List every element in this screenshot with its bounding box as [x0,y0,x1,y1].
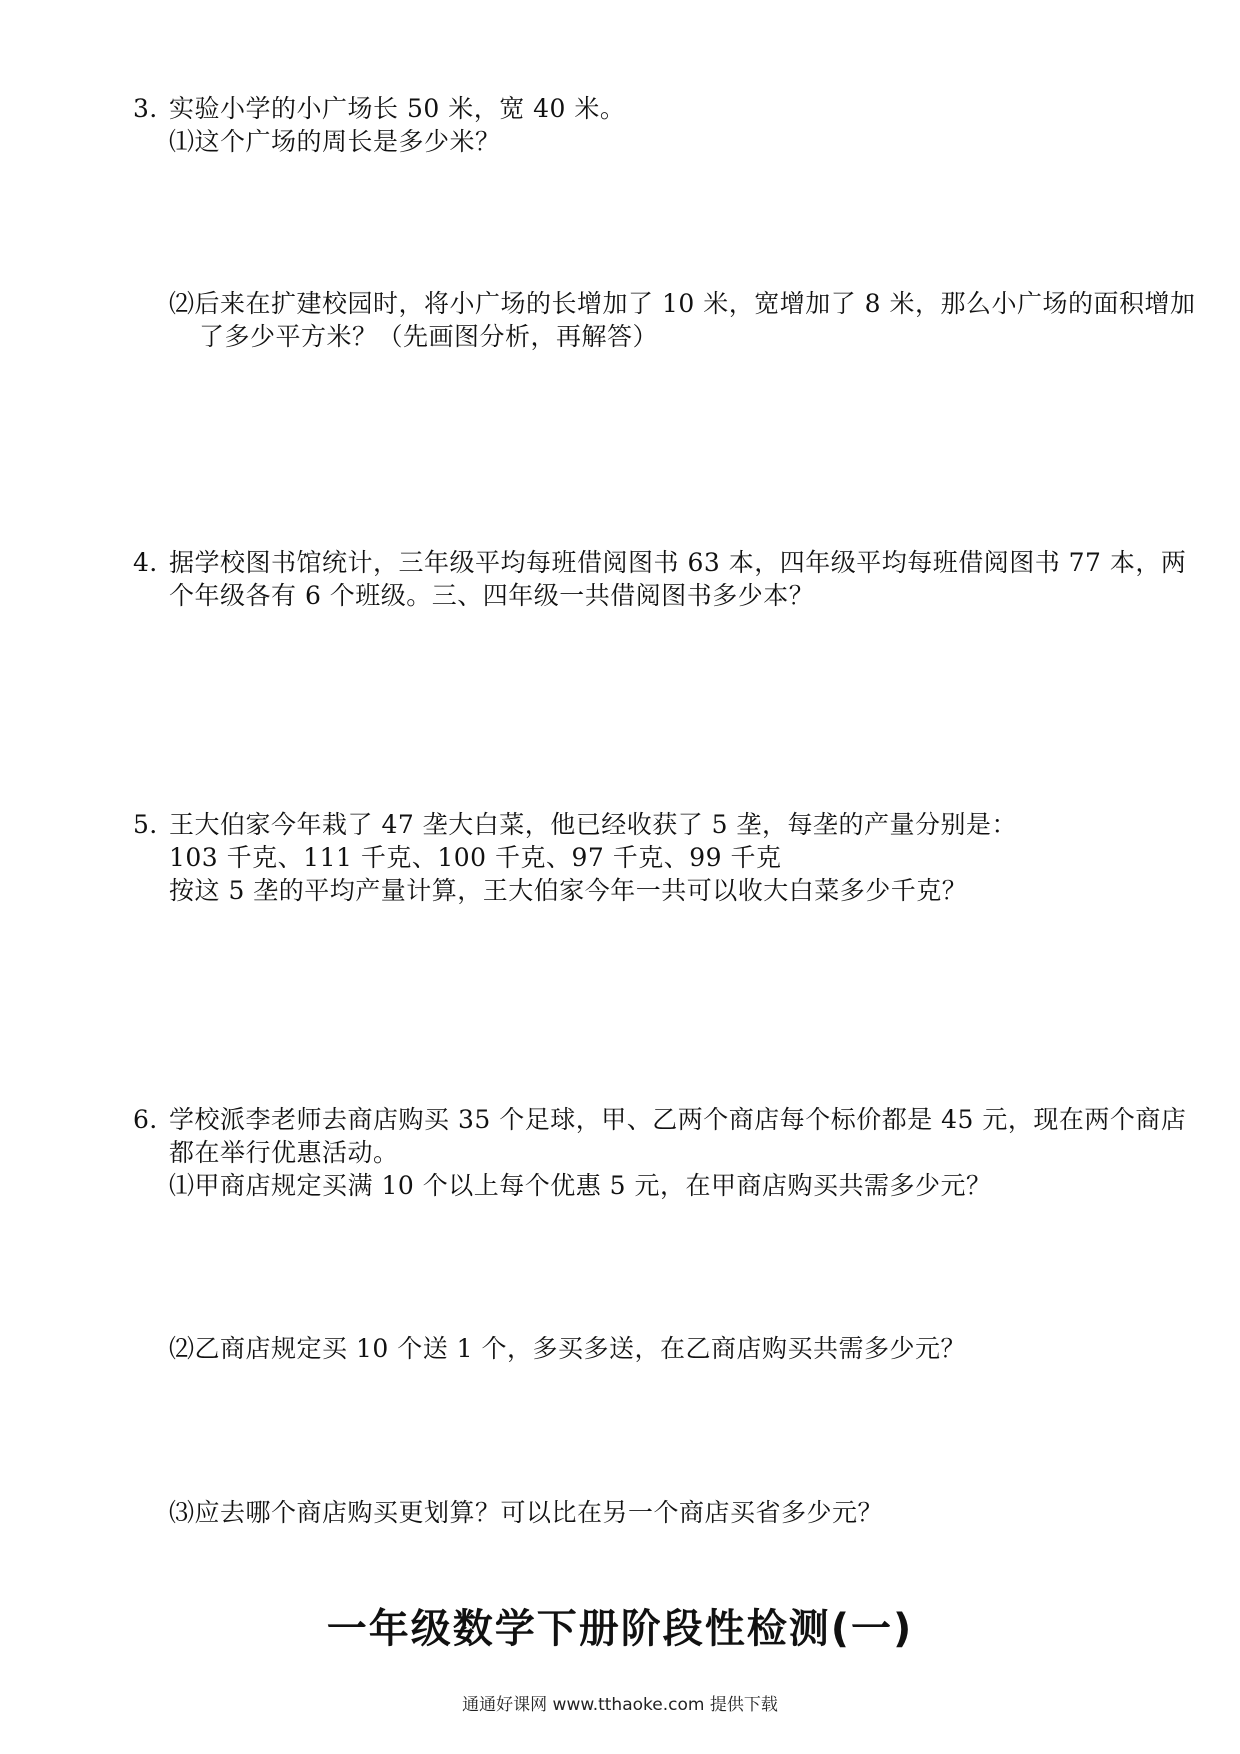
q6-line2: 都在举行优惠活动。 [169,1138,399,1167]
q3-part2-line2: 了多少平方米？（先画图分析，再解答） [199,322,659,351]
q6-number: 6． [133,1105,175,1134]
q4-line2: 个年级各有 6 个班级。三、四年级一共借阅图书多少本？ [169,581,815,610]
q5-line1 [133,808,1017,842]
q3-part2-line1: ⑵后来在扩建校园时，将小广场的长增加了 10 米，宽增加了 8 米，那么小广场的面积增加 [169,289,1196,318]
q4-number: 4． [133,548,175,577]
q3-number: 3． [133,94,175,123]
q3-stem-text: 实验小学的小广场长 50 米，宽 40 米。 [169,94,626,123]
q6-part2: ⑵乙商店规定买 10 个送 1 个，多买多送，在乙商店购买共需多少元？ [169,1334,967,1363]
q5-line1-text: 王大伯家今年栽了 47 垄大白菜，他已经收获了 5 垄，每垄的产量分别是： [169,810,1018,839]
q5-line2: 103 千克、111 千克、100 千克、97 千克、99 千克 [169,843,782,872]
q6-part3: ⑶应去哪个商店购买更划算？可以比在另一个商店买省多少元？ [169,1498,884,1527]
q5-line3: 按这 5 垄的平均产量计算，王大伯家今年一共可以收大白菜多少千克？ [169,876,968,905]
q4-line1 [133,546,1186,580]
q5-number: 5． [133,810,175,839]
section-heading: 一年级数学下册阶段性检测(一) [326,1606,914,1652]
q6-part1: ⑴甲商店规定买满 10 个以上每个优惠 5 元，在甲商店购买共需多少元？ [169,1171,992,1200]
q3-part1: ⑴这个广场的周长是多少米？ [169,127,501,156]
q6-line1-text: 学校派李老师去商店购买 35 个足球，甲、乙两个商店每个标价都是 45 元，现在两个商店 [169,1105,1187,1134]
q3-stem [133,92,625,126]
q6-line1 [133,1103,1186,1137]
q4-line1-text: 据学校图书馆统计，三年级平均每班借阅图书 63 本，四年级平均每班借阅图书 77 本，两 [169,548,1187,577]
footer-credit: 通通好课网 www.tthaoke.com 提供下载 [462,1695,778,1715]
